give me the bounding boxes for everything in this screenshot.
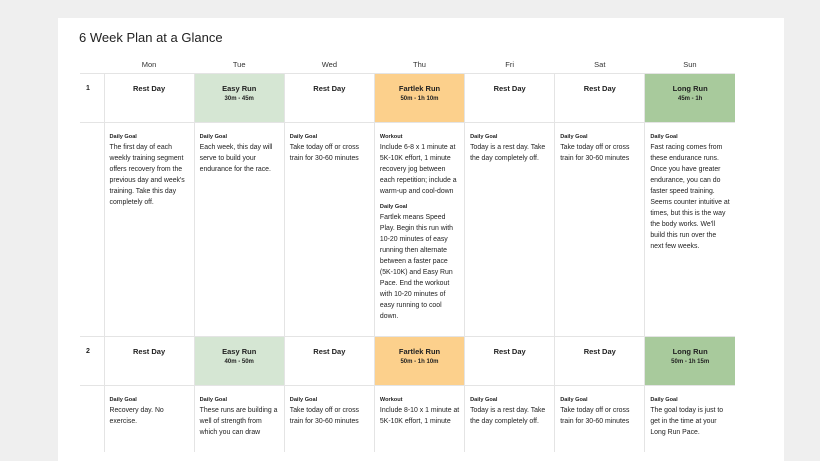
- detail-text: Include 6-8 x 1 minute at 5K-10K effort, 1 minute recovery jog between each repetition; include a warm-up and cool-down: [379, 144, 457, 195]
- workout-type: Rest Day: [493, 347, 526, 356]
- week-column-header: [80, 56, 104, 74]
- detail-text: Include 8-10 x 1 minute at 5K-10K effort, 1 minute: [379, 407, 460, 425]
- day-header-fri: Fri: [505, 60, 514, 69]
- workout-duration: [555, 94, 644, 95]
- workout-cell-thu[interactable]: [374, 337, 464, 386]
- workout-duration: [105, 94, 194, 95]
- workout-detail-thu: [374, 123, 464, 337]
- detail-text: The first day of each weekly training segment offers recovery from the previous day and week's training. Take this day completely off.: [109, 144, 185, 206]
- workout-duration: 45m - 1h: [678, 96, 703, 102]
- week-number: 2: [80, 337, 104, 386]
- workout-type: Easy Run: [222, 347, 257, 356]
- workout-cell-thu[interactable]: [374, 74, 464, 123]
- page-title: 6 Week Plan at a Glance: [79, 30, 223, 45]
- detail-text: Today is a rest day. Take the day completely off.: [470, 144, 546, 162]
- workout-duration: 30m - 45m: [224, 96, 254, 102]
- detail-text: Each week, this day will serve to build your endurance for the race.: [199, 144, 273, 173]
- workout-type: Rest Day: [313, 84, 346, 93]
- workout-cell-sun[interactable]: [645, 337, 735, 386]
- workout-detail-mon: [104, 386, 194, 453]
- workout-detail-mon: [104, 123, 194, 337]
- detail-label: Daily Goal: [199, 134, 227, 140]
- week-detail-row: [80, 386, 735, 453]
- detail-label: Workout: [379, 134, 403, 140]
- workout-cell-mon[interactable]: [104, 337, 194, 386]
- workout-duration: [285, 94, 374, 95]
- workout-detail-wed: [284, 123, 374, 337]
- detail-text: These runs are building a well of strength from which you can draw: [199, 407, 278, 436]
- week-spacer: [80, 123, 104, 337]
- detail-label: Daily Goal: [109, 134, 137, 140]
- day-header-sat: Sat: [594, 60, 606, 69]
- workout-duration: [555, 357, 644, 358]
- workout-detail-thu: [374, 386, 464, 453]
- detail-label: Daily Goal: [650, 134, 678, 140]
- day-header-wed: Wed: [321, 60, 337, 69]
- workout-cell-mon[interactable]: [104, 74, 194, 123]
- detail-label: Daily Goal: [560, 134, 588, 140]
- workout-detail-sun: [645, 123, 735, 337]
- workout-type: Rest Day: [133, 84, 166, 93]
- workout-duration: [465, 94, 554, 95]
- workout-detail-tue: [194, 123, 284, 337]
- workout-cell-wed[interactable]: [284, 337, 374, 386]
- workout-type: Easy Run: [222, 84, 257, 93]
- detail-label: Daily Goal: [470, 134, 498, 140]
- detail-text: Today is a rest day. Take the day completely off.: [470, 407, 546, 425]
- workout-cell-sat[interactable]: [555, 74, 645, 123]
- workout-duration: 50m - 1h 10m: [400, 359, 439, 365]
- workout-cell-fri[interactable]: [465, 74, 555, 123]
- workout-type: Rest Day: [133, 347, 166, 356]
- workout-duration: [105, 357, 194, 358]
- workout-duration: 50m - 1h 10m: [400, 96, 439, 102]
- workout-detail-fri: [465, 123, 555, 337]
- workout-detail-sun: [645, 386, 735, 453]
- workout-cell-wed[interactable]: [284, 74, 374, 123]
- day-header-thu: Thu: [413, 60, 426, 69]
- workout-cell-sat[interactable]: [555, 337, 645, 386]
- detail-label: Daily Goal: [109, 397, 137, 403]
- plan-table: [80, 56, 735, 452]
- workout-cell-sun[interactable]: [645, 74, 735, 123]
- detail-text: Take today off or cross train for 30-60 minutes: [289, 407, 359, 425]
- plan-sheet: [58, 18, 784, 461]
- workout-duration: [465, 357, 554, 358]
- detail-text: Take today off or cross train for 30-60 minutes: [560, 144, 630, 162]
- workout-type: Long Run: [672, 84, 708, 93]
- week-detail-row: [80, 123, 735, 337]
- detail-text: Fast racing comes from these endurance runs. Once you have greater endurance, you can do faster speed training. Seems counter intuitive at times, but this is the way the body works. We'll build this run over the next few weeks.: [650, 144, 730, 250]
- workout-duration: 50m - 1h 15m: [671, 359, 710, 365]
- workout-detail-sat: [555, 386, 645, 453]
- workout-detail-wed: [284, 386, 374, 453]
- day-header-mon: Mon: [141, 60, 157, 69]
- workout-detail-fri: [465, 386, 555, 453]
- week-header-row: [80, 74, 735, 123]
- workout-type: Fartlek Run: [398, 347, 441, 356]
- day-header-row: [80, 56, 735, 74]
- workout-cell-fri[interactable]: [465, 337, 555, 386]
- day-header-sun: Sun: [683, 60, 697, 69]
- workout-type: Fartlek Run: [398, 84, 441, 93]
- day-header-tue: Tue: [232, 60, 246, 69]
- detail-text: Fartlek means Speed Play. Begin this run with 10-20 minutes of easy running then alternate between a faster pace (5K-10K) and Easy Run Pace. End the workout with 10-20 minutes of easy running to cool down.: [379, 214, 453, 320]
- workout-type: Long Run: [672, 347, 708, 356]
- detail-text: Take today off or cross train for 30-60 minutes: [560, 407, 630, 425]
- workout-detail-sat: [555, 123, 645, 337]
- week-header-row: [80, 337, 735, 386]
- workout-duration: 40m - 50m: [224, 359, 254, 365]
- detail-label: Daily Goal: [289, 134, 318, 140]
- workout-cell-tue[interactable]: [194, 74, 284, 123]
- workout-type: Rest Day: [583, 347, 616, 356]
- week-spacer: [80, 386, 104, 453]
- workout-type: Rest Day: [313, 347, 346, 356]
- detail-label: Daily Goal: [379, 204, 408, 210]
- detail-label: Daily Goal: [650, 397, 678, 403]
- detail-label: Daily Goal: [199, 397, 227, 403]
- week-number: 1: [80, 74, 104, 123]
- detail-text: Recovery day. No exercise.: [109, 407, 164, 425]
- detail-label: Daily Goal: [470, 397, 498, 403]
- detail-label: Workout: [379, 397, 403, 403]
- detail-label: Daily Goal: [289, 397, 318, 403]
- detail-label: Daily Goal: [560, 397, 588, 403]
- detail-text: The goal today is just to get in the time at your Long Run Pace.: [650, 407, 724, 436]
- workout-duration: [285, 357, 374, 358]
- workout-cell-tue[interactable]: [194, 337, 284, 386]
- workout-detail-tue: [194, 386, 284, 453]
- detail-text: Take today off or cross train for 30-60 minutes: [289, 144, 359, 162]
- workout-type: Rest Day: [583, 84, 616, 93]
- workout-type: Rest Day: [493, 84, 526, 93]
